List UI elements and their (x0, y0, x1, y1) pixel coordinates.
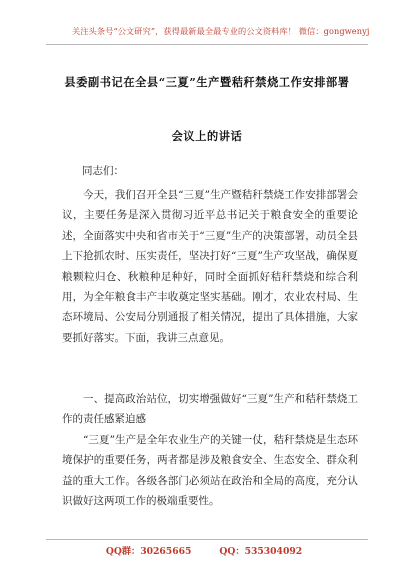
footer-qq-group: QQ群：30265665 (105, 546, 192, 557)
footer-qq: QQ：535304092 (219, 546, 303, 557)
document-title-line-2: 会议上的讲话 (171, 129, 243, 143)
header-divider (46, 44, 368, 45)
document-title-line-1: 县委副书记在全县“三夏”生产暨秸秆禁烧工作安排部署 (64, 75, 350, 89)
header-banner: 关注头条号“公文研究”，获得最新最全最专业的公文资料库！ 微信：gongwenyj (72, 26, 370, 36)
paragraph-text: “三夏”生产是全年农业生产的关键一仗，秸秆禁烧是生态环境保护的重要任务，两者都是涉及粮食安全、生态安全、群众利益的重大工作。各级各部门必须站在政治和全局的高度，充分认识做好这两项工作的极端重要性。 (62, 434, 358, 508)
body-paragraph-1 (62, 185, 358, 348)
section-heading-1 (62, 389, 358, 430)
footer-contact (0, 543, 408, 557)
body-paragraph-2 (62, 430, 358, 512)
salutation: 同志们： (82, 165, 124, 177)
section-heading-text: 一、提高政治站位，切实增强做好“三夏”生产和秸秆禁烧工作的责任感紧迫感 (62, 393, 358, 426)
paragraph-text: 今天，我们召开全县“三夏”生产暨秸秆禁烧工作安排部署会议，主要任务是深入贯彻习近平总书记关于粮食安全的重要论述，全面落实中央和省市关于“三夏”生产的决策部署，动员全县上下抢抓农时、压实责任，坚决打好“三夏”生产攻坚战，确保夏粮颗粒归仓、秋粮种足种好，同时全面抓好秸秆禁烧和综合利用，为全年粮食丰产丰收奠定坚实基础。刚才，农业农村局、生态环境局、公安局分别通报了相关情况，提出了具体措施，大家要抓好落实。下面，我讲三点意见。 (62, 189, 358, 344)
footer-divider (46, 539, 368, 540)
